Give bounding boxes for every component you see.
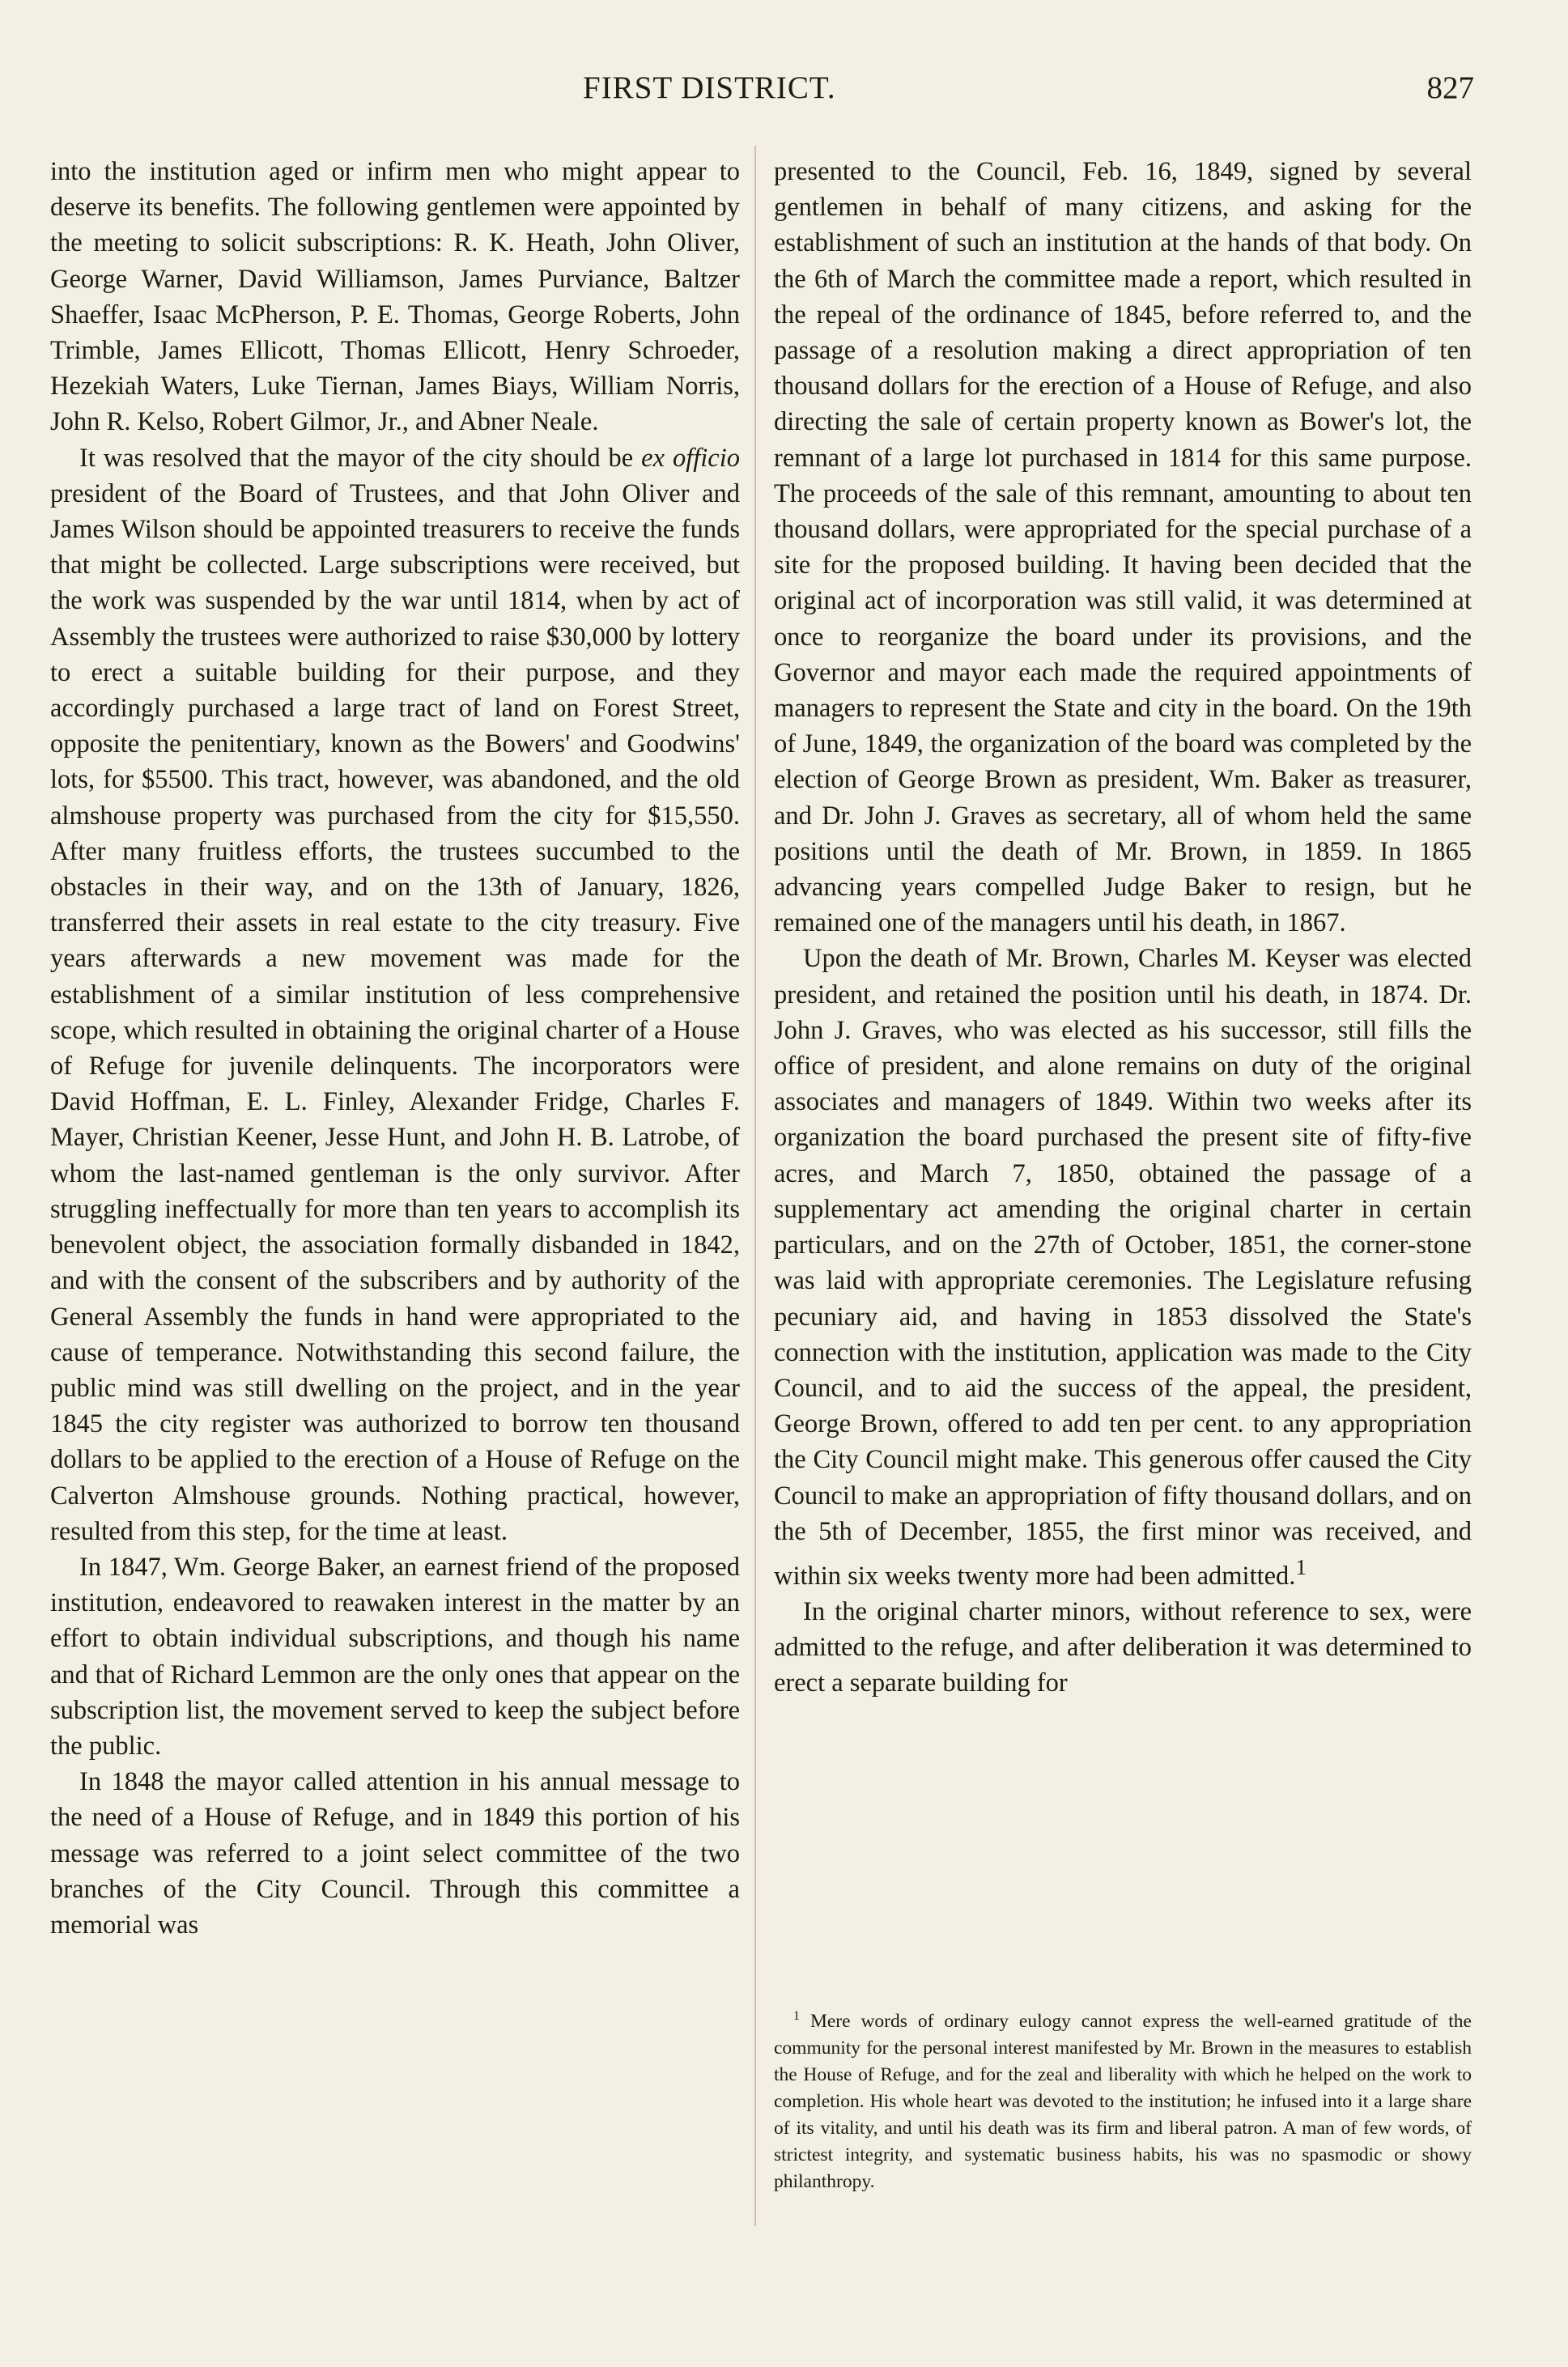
running-head: FIRST DISTRICT. xyxy=(583,70,836,105)
paragraph: In 1848 the mayor called attention in his annual message to the need of a House of Refuge, and in 1849 this portion of his message was referred to a joint select committee of the two branches of the City Council. Through this committee a memorial was xyxy=(50,1767,740,1940)
text-run: It was resolved that the mayor of the city should be xyxy=(79,443,642,473)
paragraph: In the original charter minors, without reference to sex, were admitted to the refuge, and after deliberation it was determined to erect a separate building for xyxy=(774,1596,1472,1698)
footnote-marker: 1 xyxy=(793,2009,800,2023)
paragraph xyxy=(774,941,1472,1593)
page-number: 827 xyxy=(1426,70,1474,105)
column-divider xyxy=(754,146,756,2226)
footnote xyxy=(774,2003,1472,2195)
paragraph: presented to the Council, Feb. 16, 1849, signed by several gentlemen in behalf of many citizens, and asking for the establishment of such an institution at the hands of that body. On the 6th of March the committee made a report, which resulted in the repeal of the ordinance of 1845, before referred to, and the passage of a resolution making a direct appropriation of ten thousand dollars for the erection of a House of Refuge, and also directing the sale of certain property known as Bower's lot, the remnant of a large lot purchased in 1814 for this same purpose. The proceeds of the sale of this remnant, amounting to about ten thousand dollars, were appropriated for the special purchase of a site for the proposed building. It having been decided that the original act of incorporation was still valid, it was determined at once to reorganize the board under its provisions, and the Governor and mayor each made the required appointments of managers to represent the State and city in the board. On the 19th of June, 1849, the organization of the board was completed by the election of George Brown as president, Wm. Baker as treasurer, and Dr. John J. Graves as secretary, all of whom held the same positions until the death of Mr. Brown, in 1859. In 1865 advancing years compelled Judge Baker to resign, but he remained one of the managers until his death, in 1867. xyxy=(774,157,1472,938)
text-run: Upon the death of Mr. Brown, Charles M. Keyser was elected president, and retained the position until his death, in 1874. Dr. John J. Graves, who was elected as his successor, still fills the office of president, and alone remains on duty of the original associates and managers of 1849. Within two weeks after its organization the board purchased the present site of fifty-five acres, and March 7, 1850, obtained the passage of a supplementary act amending the original charter in certain particulars, and on the 27th of October, 1851, the corner-stone was laid with appropriate ceremonies. The Legislature refusing pecuniary aid, and having in 1853 dissolved the State's connection with the institution, application was made to the City Council, and to aid the success of the appeal, the president, George Brown, offered to add ten per cent. to any appropriation the City Council might make. This generous offer caused the City Council to make an appropriation of fifty thousand dollars, and on the 5th of December, 1855, the first minor was received, and within six weeks twenty more had been admitted. xyxy=(774,944,1472,1591)
left-column xyxy=(50,154,740,1943)
footnote-reference[interactable]: 1 xyxy=(1295,1554,1307,1579)
right-column xyxy=(774,154,1472,1702)
paragraph xyxy=(50,440,740,1549)
italic-term: ex officio xyxy=(641,443,740,473)
paragraph: into the institution aged or infirm men who might appear to deserve its benefits. The following gentlemen were appointed by the meeting to solicit subscriptions: R. K. Heath, John Oliver, George Warner, David Williamson, James Purviance, Baltzer Shaeffer, Isaac McPherson, P. E. Thomas, George Roberts, John Trimble, James Ellicott, Thomas Ellicott, Henry Schroeder, Hezekiah Waters, Luke Tiernan, James Biays, William Norris, John R. Kelso, Robert Gilmor, Jr., and Abner Neale. xyxy=(50,157,740,437)
paragraph: In 1847, Wm. George Baker, an earnest friend of the proposed institution, endeavored to reawaken interest in the matter by an effort to obtain individual subscriptions, and though his name and that of Richard Lemmon are the only ones that appear on the subscription list, the movement served to keep the subject before the public. xyxy=(50,1552,740,1761)
footnote-text: Mere words of ordinary eulogy cannot express the well-earned gratitude of the community for the personal interest manifested by Mr. Brown in the measures to establish the House of Refuge, and for the zeal and liberality with which he helped on the work to completion. His whole heart was devoted to the institution; he infused into it a large share of its vitality, and until his death was its firm and liberal patron. A man of few words, of strictest integrity, and systematic business habits, his was no spasmodic or showy philanthropy. xyxy=(774,2010,1472,2192)
page-header xyxy=(0,70,1568,118)
text-run: president of the Board of Trustees, and that John Oliver and James Wilson should be appointed treasurers to receive the funds that might be collected. Large subscriptions were received, but the work was suspended by the war until 1814, when by act of Assembly the trustees were authorized to raise $30,000 by lottery to erect a suitable building for their purpose, and they accordingly purchased a large tract of land on Forest Street, opposite the penitentiary, known as the Bowers' and Goodwins' lots, for $5500. This tract, however, was abandoned, and the old almshouse property was purchased from the city for $15,550. After many fruitless efforts, the trustees succumbed to the obstacles in their way, and on the 13th of January, 1826, transferred their assets in real estate to the city treasury. Five years afterwards a new movement was made for the establishment of a similar institution of less comprehensive scope, which resulted in obtaining the original charter of a House of Refuge for juvenile delinquents. The incorporators were David Hoffman, E. L. Finley, Alexander Fridge, Charles F. Mayer, Christian Keener, Jesse Hunt, and John H. B. Latrobe, of whom the last-named gentleman is the only survivor. After struggling ineffectually for more than ten years to accomplish its benevolent object, the association formally disbanded in 1842, and with the consent of the subscribers and by authority of the General Assembly the funds in hand were appropriated to the cause of temperance. Notwithstanding this second failure, the public mind was still dwelling on the project, and in the year 1845 the city register was authorized to borrow ten thousand dollars to be applied to the erection of a House of Refuge on the Calverton Almshouse grounds. Nothing practical, however, resulted from this step, for the time at least. xyxy=(50,478,740,1546)
